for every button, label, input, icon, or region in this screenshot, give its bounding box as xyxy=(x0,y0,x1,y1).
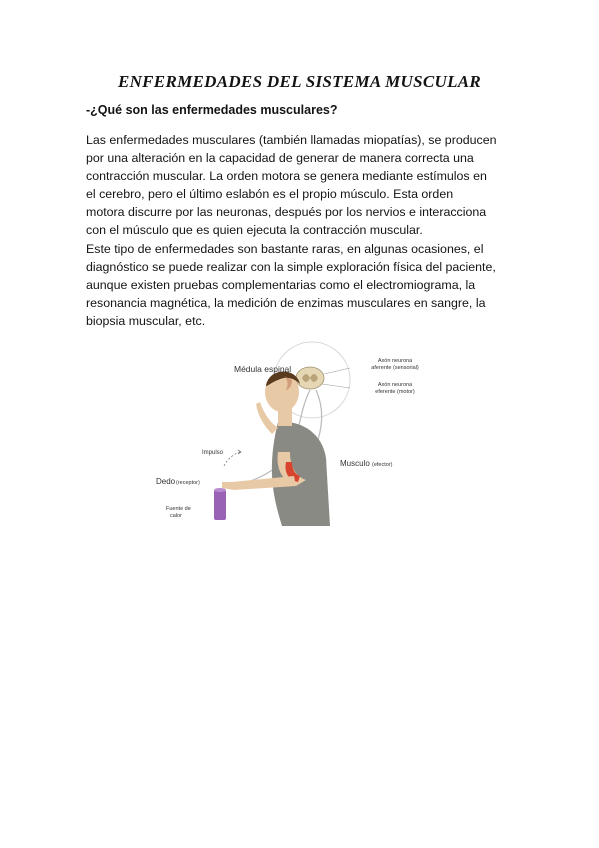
text-line: el cerebro, pero el último eslabón es el propio músculo. Esta orden xyxy=(86,187,454,202)
heat-source-cylinder xyxy=(214,490,226,520)
text-line: resonancia magnética, la medición de enzimas musculares en sangre, la xyxy=(86,296,486,311)
text-line: por una alteración en la capacidad de generar de manera correcta una xyxy=(86,151,474,166)
reflex-arc-illustration xyxy=(150,340,440,540)
text-line: motora discurre por las neuronas, después por los nervios e interacciona xyxy=(86,205,487,220)
label-fuente-line2: calor xyxy=(170,513,182,519)
impulse-arrow xyxy=(224,452,240,466)
label-afferent-line1: Axón neurona xyxy=(377,358,413,364)
label-impulso: Impulso xyxy=(202,450,224,456)
paragraph-diagnosis xyxy=(86,240,526,330)
label-musculo: Musculo xyxy=(340,459,370,468)
reflex-arc-figure xyxy=(150,340,440,540)
label-fuente-line1: Fuente de xyxy=(166,506,191,512)
label-musculo-efector: (efector) xyxy=(372,462,393,468)
document-title: ENFERMEDADES DEL SISTEMA MUSCULAR xyxy=(117,72,482,91)
paragraph-definition xyxy=(86,131,526,240)
label-efferent-line2: eferente (motor) xyxy=(375,389,415,395)
text-line: aunque existen pruebas complementarias como el electromiograma, la xyxy=(86,278,476,293)
text-line: Este tipo de enfermedades son bastante raras, en algunas ocasiones, el xyxy=(86,242,484,256)
text-line: biopsia muscular, etc. xyxy=(86,314,206,329)
text-line: diagnóstico se puede realizar con la simple exploración física del paciente, xyxy=(86,260,496,275)
person-torso xyxy=(272,422,330,526)
text-line: con el músculo que es quien ejecuta la contracción muscular. xyxy=(86,223,423,238)
label-efferent-line1: Axón neurona xyxy=(377,382,413,388)
label-dedo: Dedo xyxy=(156,477,176,486)
section-question: -¿Qué son las enfermedades musculares? xyxy=(86,103,338,117)
label-dedo-receptor: (receptor) xyxy=(176,480,200,486)
heat-source-top xyxy=(214,488,226,492)
text-line: Las enfermedades musculares (también llamadas miopatías), se producen xyxy=(86,133,497,147)
label-medula: Médula espinal xyxy=(234,364,292,374)
text-line: contracción muscular. La orden motora se genera mediante estímulos en xyxy=(86,169,487,184)
label-afferent-line2: aferente (sensorial) xyxy=(371,365,419,371)
